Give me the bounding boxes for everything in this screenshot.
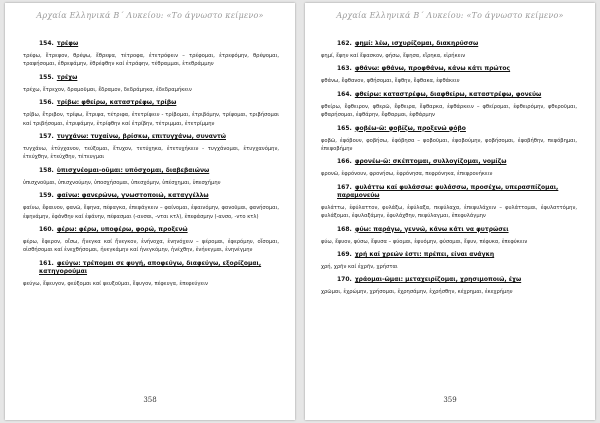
entry-lemma: φαίνω: φανερώνω, γνωστοποιώ, καταγγέλλω	[56, 192, 209, 200]
entry-forms: τρίβω, ἔτριβον, τρίψω, ἔτριψα, τέτριφα, ἐτετρίφειν - τρίβομαι, ἐτριβόμην, τρίψομαι, τριβήσομαι καί τριβήσομαι, ἐτριψάμην, ἐτρίφθην καί ἐτρίβην, τέτριμμαι, ἐτετρίμμην	[23, 112, 279, 127]
entry-forms: φρονῶ, ἐφρόνουν, φρονήσω, ἐφρόνησα, πεφρόνηκα, ἐπεφρονήκειν	[321, 171, 493, 178]
entry-forms: φαίνω, ἔφαινον, φανῶ, ἔφηνα, πέφαγκα, ἐπεφάγκειν – φαίνομαι, ἐφαινόμην, φανοῦμαι, φανήσομαι, ἐφηνάμην, ἐφάνθην καί ἐφάνην, πέφασμαι (-ανσαι, -νται κτλ), ἐπεφάσμην (-ανσο, -ντο κτλ)	[23, 205, 279, 220]
entry-lemma: φημί: λέω, ισχυρίζομαι, διακηρύσσω	[354, 40, 479, 47]
entry-forms: φύω, ἔφυον, φύσω, ἔφυσα – φύομαι, ἐφυόμην, φύσομαι, ἔφυν, πέφυκα, ἐπεφύκειν	[321, 238, 528, 245]
verb-entry	[321, 158, 577, 178]
entry-heading	[23, 133, 279, 141]
entry-heading	[321, 91, 577, 99]
entry-number: 159.	[39, 192, 54, 200]
entry-number: 168.	[337, 225, 352, 233]
verb-entry	[321, 125, 577, 154]
entry-forms: χρή, χρῆν καί ἐχρῆν, χρήσται	[321, 264, 398, 271]
entry-number: 160.	[39, 226, 54, 234]
entry-number: 166.	[337, 158, 352, 166]
entry-forms: τρέχω, ἔτρεχον, δραμοῦμαι, ἔδραμον, δεδράμηκα, ἐδεδραμήκειν	[23, 86, 192, 93]
entry-heading	[321, 125, 577, 133]
page-number: 359	[443, 396, 457, 404]
right-page	[305, 3, 595, 420]
verb-entry	[321, 65, 577, 85]
entry-lemma: φύω: παράγω, γεννώ, κάνω κάτι να φυτρώσει	[354, 225, 509, 233]
page-number: 358	[143, 396, 157, 404]
entry-forms: χρῶμαι, ἐχρώμην, χρήσομαι, ἐχρησάμην, ἐχρήσθην, κέχρημαι, ἐκεχρήμην	[321, 289, 513, 296]
entry-forms: φέρω, ἔφερον, οἴσω, ἤνεγκα καί ἤνεγκον, ἐνήνοχα, ἐνηνόχειν – φέρομαι, ἐφερόμην, οἴσομαι, οἰσθήσομαι καί ἐνεχθήσομαι, ἠνεγκάμην καί ἠνεγκόμην, ἠνέχθην, ἐνήνεγμαι, ἐνηνέγμην	[23, 239, 279, 254]
entry-lemma: τρέφω	[56, 40, 79, 47]
left-page	[5, 3, 295, 420]
entry-lemma: ὑπισχνέομαι-οῦμαι: υπόσχομαι, διαβεβαιώνω	[56, 166, 210, 174]
entry-heading	[321, 65, 577, 73]
verb-entry	[23, 40, 279, 69]
entry-number: 170.	[337, 276, 352, 284]
verb-entry	[23, 167, 279, 187]
entry-heading	[321, 158, 577, 166]
entry-heading	[23, 167, 279, 175]
verb-entry	[23, 226, 279, 255]
entry-number: 158.	[39, 166, 54, 174]
verb-entry	[23, 260, 279, 288]
page-header: Αρχαία Ελληνικά Β΄ Λυκείου: «Το άγνωστο κείμενο»	[336, 11, 564, 20]
verb-entry	[321, 40, 577, 60]
entry-number: 165.	[337, 124, 352, 132]
entry-forms: φεύγω, ἔφευγον, φεύξομαι καί φευξοῦμαι, ἔφυγον, πέφευγα, ἐπεφεύγειν	[23, 280, 208, 287]
entry-number: 164.	[337, 90, 352, 98]
entry-number: 156.	[39, 99, 54, 107]
entry-forms: τυγχάνω, ἐτύγχανον, τεύξομαι, ἔτυχον, τετύχηκα, ἐτετυχήκειν - τυγχάνομαι, ἐτυγχανόμην, ἐτεύχθην, ἐτεύχθην, τέτευγμαι	[23, 146, 279, 161]
entry-forms: φυλάττω, ἐφύλαττον, φυλάξω, ἐφύλαξα, πεφύλαχα, ἐπεφυλάχειν – φυλάττομαι, ἐφυλαττόμην, φυλάξομαι, ἐφυλαξάμην, ἐφυλάχθην, πεφύλαγμαι, ἐπεφυλάγμην	[321, 204, 577, 220]
entry-lemma: τρέχω	[56, 73, 78, 81]
entry-lemma: φεύγω: τρέπομαι σε φυγή, αποφεύγω, διαφεύγω, εξορίζομαι, κατηγορούμαι	[39, 259, 262, 275]
entry-number: 155.	[39, 73, 54, 81]
entry-lemma: φέρω: φέρω, υποφέρω, φορώ, προξενώ	[56, 226, 188, 234]
verb-entry	[23, 74, 279, 94]
entry-lemma: τρίβω: φθείρω, καταστρέφω, τρίβω	[56, 99, 177, 107]
entry-number: 163.	[337, 65, 352, 73]
entries-list	[23, 40, 279, 293]
entry-forms: φημί, ἔφην καί ἔφασκον, φήσω, ἔφησα, εἴρηκα, εἰρήκειν	[321, 53, 466, 59]
verb-entry	[23, 99, 279, 128]
entries-list	[321, 40, 577, 302]
entry-lemma: φυλάττω καί φυλάσσω: φυλάσσω, προσέχω, υπερασπίζομαι, παραμονεύω	[337, 183, 559, 199]
entry-number: 162.	[337, 40, 352, 47]
entry-forms: ὑπισχνοῦμαι, ὑπισχνούμην, ὑποσχήσομαι, ὑπεσχόμην, ὑπέσχημαι, ὑπεσχήμην	[23, 179, 221, 186]
entry-lemma: χράομαι-ῶμαι: μεταχειρίζομαι, χρησιμοποιώ, έχω	[354, 276, 522, 284]
entry-heading	[23, 74, 279, 82]
entry-number: 154.	[39, 40, 54, 47]
entry-heading	[321, 40, 577, 48]
entry-lemma: φθείρω: καταστρέφω, διαφθείρω, καταστρέφω, φονεύω	[354, 90, 542, 98]
page-header: Αρχαία Ελληνικά Β΄ Λυκείου: «Το άγνωστο κείμενο»	[36, 11, 264, 20]
entry-heading	[321, 184, 577, 200]
entry-number: 157.	[39, 133, 54, 141]
entry-lemma: φρονέω-ῶ: σκέπτομαι, συλλογίζομαι, νομίζω	[354, 158, 507, 166]
verb-entry	[321, 226, 577, 246]
verb-entry	[321, 184, 577, 221]
entry-number: 161.	[39, 259, 54, 267]
entry-heading	[23, 40, 279, 48]
entry-heading	[23, 99, 279, 107]
verb-entry	[321, 251, 577, 271]
entry-heading	[23, 192, 279, 200]
entry-forms: φθάνω, ἔφθανον, φθήσομαι, ἔφθην, ἔφθακα, ἐφθάκειν	[321, 78, 460, 85]
verb-entry	[23, 192, 279, 221]
verb-entry	[321, 91, 577, 120]
entry-lemma: τυγχάνω: τυχαίνω, βρίσκω, επιτυγχάνω, συναντώ	[56, 133, 227, 141]
entry-heading	[23, 226, 279, 234]
entry-forms: φθείρω, ἔφθειρον, φθερῶ, ἔφθειρα, ἔφθαρκα, ἐφθάρκειν – φθείρομαι, ἐφθειρόμην, φθεροῦμαι, φθαρήσομαι, ἐφθάρην, ἔφθαρμαι, ἐφθάρμην	[321, 103, 577, 119]
entry-number: 167.	[337, 183, 352, 191]
entry-lemma: χρή καί χρεών ἐστι: πρέπει, είναι ανάγκη	[354, 251, 495, 259]
entry-lemma: φθάνω: φθάνω, προφθάνω, κάνω κάτι πρώτος	[354, 65, 511, 73]
entry-forms: τρέφω, ἔτρεφον, θρέψω, ἔθρεψα, τέτροφα, ἐτετρόφειν – τρέφομαι, ἐτρεφόμην, θρέψομαι, τραφήσομαι, ἐθρεψάμην, ἐθρέφθην καί ἐτράφην, τέθραμμαι, ἐτεθράμμην	[23, 53, 279, 68]
entry-heading	[321, 226, 577, 234]
entry-lemma: φοβέω-ῶ: φοβίζω, προξενώ φόβο	[354, 124, 466, 132]
entry-heading	[23, 260, 279, 276]
entry-heading	[321, 251, 577, 259]
entry-number: 169.	[337, 251, 352, 259]
verb-entry	[321, 276, 577, 296]
entry-forms: φοβῶ, ἐφόβουν, φοβήσω, ἐφόβησα – φοβοῦμαι, ἐφοβούμην, φοβήσομαι, ἐφοβήθην, πεφόβημαι, ἐπεφοβήμην	[321, 137, 577, 153]
verb-entry	[23, 133, 279, 162]
entry-heading	[321, 276, 577, 284]
